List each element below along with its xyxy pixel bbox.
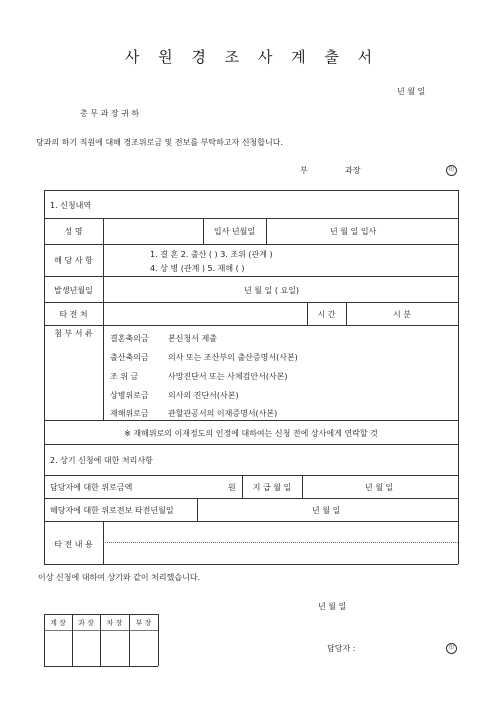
join-date-field[interactable]: 년 월 일 입사 <box>330 227 377 236</box>
attachment-name: 재해위로금 <box>110 409 149 418</box>
attachment-name: 결혼축의금 <box>110 334 149 343</box>
telegram-date-label: 해당자에 대한 위로전보 타전년월일 <box>50 506 174 515</box>
occur-date-field[interactable]: 년 월 일 ( 요일) <box>244 286 300 295</box>
approval-sign-cell[interactable] <box>101 631 128 665</box>
processed-text: 이상 신청에 대하여 상기와 같이 처리했습니다. <box>38 573 201 582</box>
time-label: 시 간 <box>317 310 336 319</box>
join-date-label: 입사 년월일 <box>213 227 256 236</box>
time-field[interactable]: 시 분 <box>393 310 411 319</box>
date-line: 년 월 일 <box>397 87 426 96</box>
recipient: 총 무 과 장 귀 하 <box>80 109 140 118</box>
name-field[interactable] <box>104 219 202 243</box>
attachment-doc: 의사 또는 조산부의 출산증명서(사본) <box>168 353 298 362</box>
attachment-name: 상병위로금 <box>110 391 149 400</box>
approval-header: 부 장 <box>135 619 152 627</box>
category-line-1[interactable]: 1. 결 혼 2. 출산 ( ) 3. 조위 (관계 ) <box>150 250 273 259</box>
note-text: ※ 재해위로의 이재정도의 인정에 대하여는 신청 전에 상사에게 연락할 것 <box>124 429 378 438</box>
attachment-name: 조 위 금 <box>110 372 139 381</box>
pay-date-field[interactable]: 년 월 일 <box>365 483 394 492</box>
attachment-doc: 본신청서 제출 <box>168 334 217 343</box>
approval-sign-cell[interactable] <box>45 631 71 665</box>
approval-sign-cell[interactable] <box>130 631 157 665</box>
telegram-dest-label: 타 전 처 <box>59 310 88 319</box>
page-title: 사 원 경 조 사 계 출 서 <box>124 48 380 66</box>
approval-header: 차 장 <box>106 619 123 627</box>
attachment-name: 출산축의금 <box>110 353 149 362</box>
pay-date-label: 지 급 월 일 <box>252 483 292 492</box>
section2-heading: 2. 상기 신청에 대한 처리사항 <box>50 456 153 465</box>
attachment-doc: 사망진단서 또는 사체검안서(사본) <box>168 372 288 381</box>
approval-header: 과 장 <box>78 619 94 627</box>
officer-seal-mark: 印 <box>446 642 457 654</box>
approval-header: 계 장 <box>50 619 66 627</box>
section1-heading: 1. 신청내역 <box>50 201 92 210</box>
telegram-dest-field[interactable] <box>104 303 306 324</box>
category-label: 해 당 사 항 <box>54 256 93 265</box>
officer-label: 담당자 : <box>327 644 356 653</box>
telegram-date-field[interactable]: 년 월 일 <box>312 506 341 515</box>
approval-sign-cell[interactable] <box>73 631 99 665</box>
chief-label: 과장 <box>345 166 361 175</box>
seal-mark: 印 <box>446 164 457 176</box>
telegram-content-label: 타 전 내 용 <box>54 540 93 549</box>
comfort-amount-field[interactable]: 원 <box>228 483 236 492</box>
occur-date-label: 발생년월일 <box>54 286 93 295</box>
footer-date-line: 년 월 일 <box>318 602 347 611</box>
attachment-doc: 관할관공서의 이재증명서(사본) <box>168 409 278 418</box>
name-label: 성 명 <box>64 227 83 236</box>
request-text: 당과의 하기 직원에 대해 경조위로금 및 전보를 부탁하고자 신청합니다. <box>36 138 283 147</box>
attachment-doc: 의사의 진단서(사본) <box>168 391 239 400</box>
attachments-label: 첨 부 서 류 <box>54 329 93 338</box>
category-line-2[interactable]: 4. 상 병 (관계 ) 5. 재해 ( ) <box>150 264 245 273</box>
comfort-amount-label: 담당자에 대한 위로금액 <box>50 483 133 492</box>
telegram-content-field[interactable] <box>104 522 457 563</box>
dept-label: 부 <box>300 166 308 175</box>
